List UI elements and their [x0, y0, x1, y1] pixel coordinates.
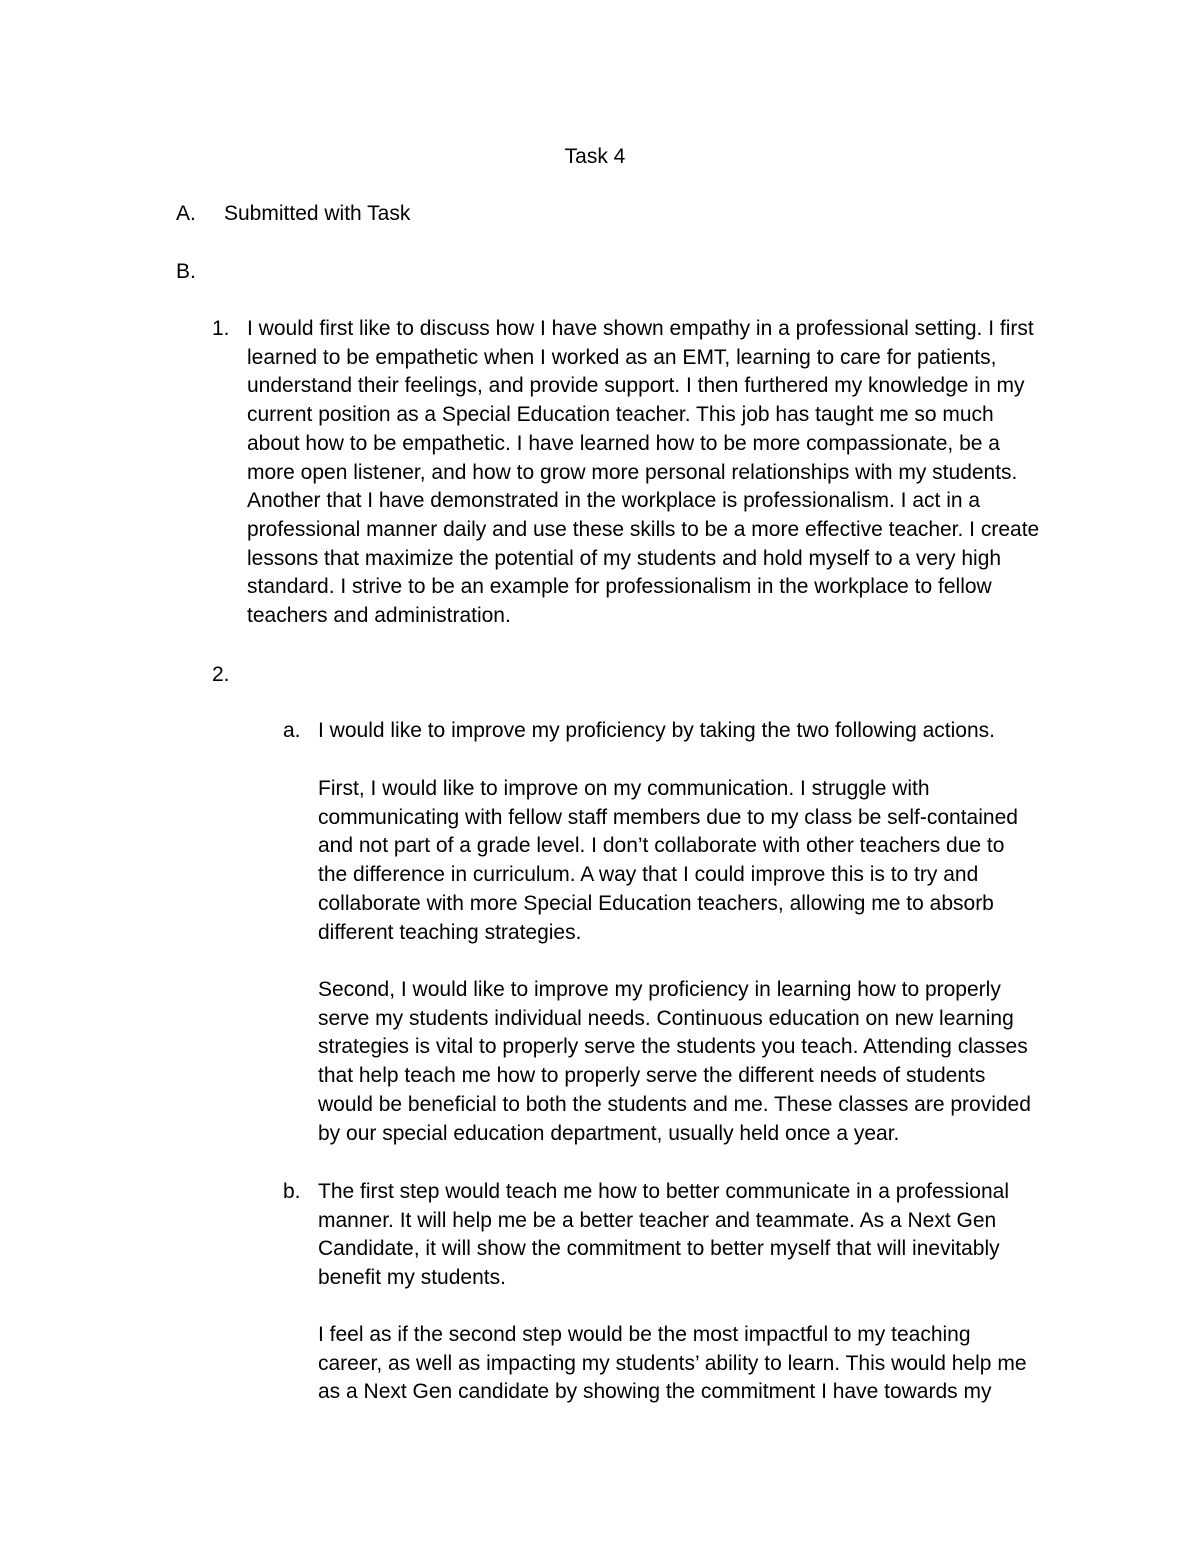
item-2a-marker: a.: [283, 719, 301, 742]
item-2-marker: 2.: [212, 663, 230, 686]
item-2b-marker: b.: [283, 1180, 301, 1203]
item-2a-intro: I would like to improve my proficiency by taking the two following actions.: [318, 719, 995, 742]
paragraph-line: professional manner daily and use these skills to be a more effective teacher. I create: [247, 517, 1040, 541]
item-2a-paragraph-2: [318, 976, 1031, 1148]
paragraph-line: First, I would like to improve on my communication. I struggle with: [318, 777, 930, 800]
paragraph-line: different teaching strategies.: [318, 920, 582, 944]
item-1-paragraph: [247, 315, 1039, 631]
paragraph-line: standard. I strive to be an example for professionalism in the workplace to fellow: [247, 575, 992, 599]
paragraph-line: understand their feelings, and provide support. I then furthered my knowledge in my: [247, 374, 1025, 398]
paragraph-line: the difference in curriculum. A way that I could improve this is to try and: [318, 863, 979, 887]
item-2b-paragraph-1: [318, 1178, 1009, 1293]
item-1-marker: 1.: [212, 317, 230, 340]
paragraph-line: collaborate with more Special Education teachers, allowing me to absorb: [318, 891, 994, 915]
paragraph-line: Another that I have demonstrated in the workplace is professionalism. I act in a: [247, 489, 981, 513]
paragraph-line: about how to be empathetic. I have learned how to be more compassionate, be a: [247, 431, 1000, 455]
paragraph-line: The first step would teach me how to better communicate in a professional: [318, 1180, 1010, 1203]
paragraph-line: strategies is vital to properly serve the students you teach. Attending classes: [318, 1035, 1028, 1059]
section-a-marker: A.: [176, 202, 196, 225]
paragraph-line: I feel as if the second step would be the most impactful to my teaching: [318, 1323, 971, 1346]
paragraph-line: as a Next Gen candidate by showing the commitment I have towards my: [318, 1380, 992, 1404]
paragraph-line: current position as a Special Education teacher. This job has taught me so much: [247, 403, 994, 427]
paragraph-line: Candidate, it will show the commitment to better myself that will inevitably: [318, 1237, 1000, 1261]
paragraph-line: I would first like to discuss how I have shown empathy in a professional setting. I first: [247, 317, 1034, 340]
paragraph-line: by our special education department, usually held once a year.: [318, 1121, 900, 1145]
section-b-marker: B.: [176, 260, 196, 283]
paragraph-line: career, as well as impacting my students’ ability to learn. This would help me: [318, 1351, 1027, 1375]
paragraph-line: communicating with fellow staff members due to my class be self-contained: [318, 805, 1018, 829]
paragraph-line: and not part of a grade level. I don’t collaborate with other teachers due to: [318, 834, 1005, 858]
paragraph-line: lessons that maximize the potential of my students and hold myself to a very high: [247, 546, 1002, 570]
paragraph-line: more open listener, and how to grow more personal relationships with my students.: [247, 460, 1018, 484]
document-title: Task 4: [564, 145, 626, 168]
paragraph-line: benefit my students.: [318, 1266, 506, 1290]
paragraph-line: manner. It will help me be a better teacher and teammate. As a Next Gen: [318, 1208, 997, 1232]
paragraph-line: learned to be empathetic when I worked as an EMT, learning to care for patients,: [247, 345, 997, 369]
item-2a-paragraph-1: [318, 775, 1018, 947]
paragraph-line: would be beneficial to both the students and me. These classes are provided: [318, 1092, 1031, 1116]
paragraph-line: Second, I would like to improve my proficiency in learning how to properly: [318, 978, 1001, 1001]
paragraph-line: teachers and administration.: [247, 604, 511, 628]
paragraph-line: serve my students individual needs. Continuous education on new learning: [318, 1006, 1014, 1030]
item-2b-paragraph-2: [318, 1321, 1027, 1407]
section-a-text: Submitted with Task: [224, 202, 411, 225]
paragraph-line: that help teach me how to properly serve the different needs of students: [318, 1064, 986, 1088]
